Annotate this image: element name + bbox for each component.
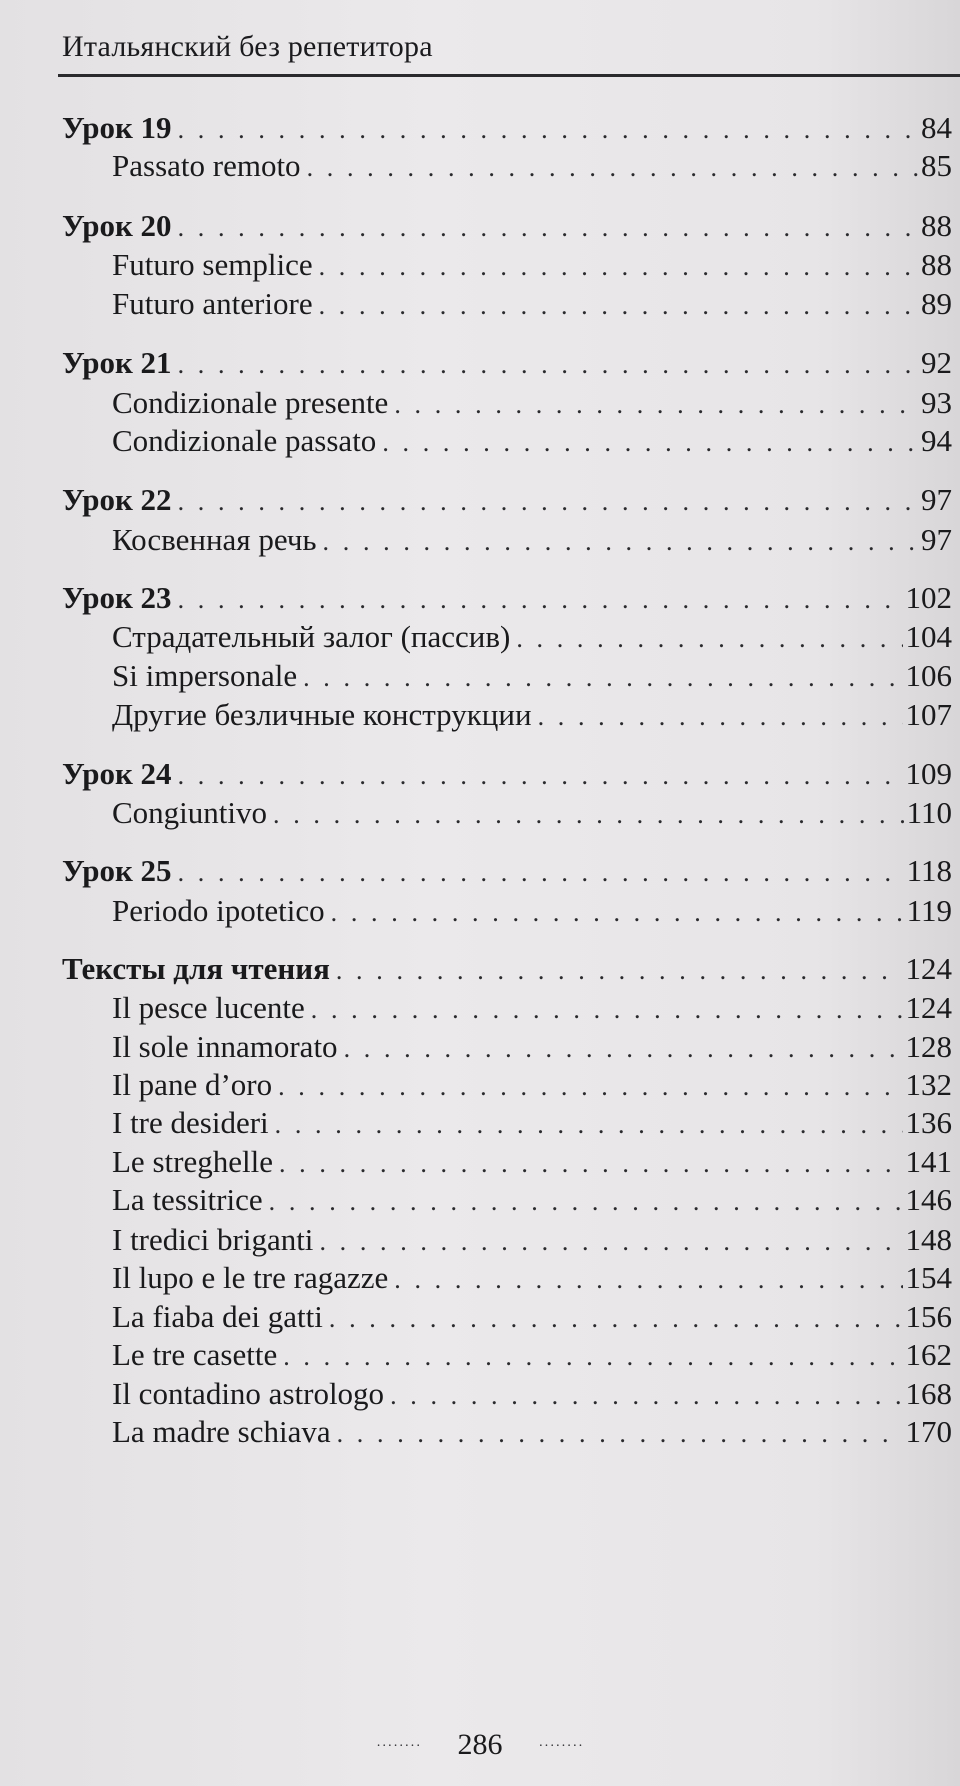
toc-section-entry [62,480,952,520]
toc-entry-title: Si impersonale [112,658,298,693]
toc-entry-page: 168 [905,1376,952,1411]
toc-subentry [112,793,952,833]
toc-dot-leader [279,1144,903,1184]
toc-entry-page: 148 [905,1222,952,1257]
toc-dot-leader [382,423,918,463]
toc-section-entry [62,343,952,383]
header-rule [58,74,960,77]
page-number: 286 [457,1728,503,1761]
toc-entry-title: Il sole innamorato [112,1029,338,1064]
toc-entry-page: 104 [905,619,952,654]
toc-dot-leader [178,482,918,522]
toc-entry-page: 88 [921,208,952,243]
toc-entry-title: Урок 25 [62,853,172,888]
toc-entry-page: 124 [905,951,952,986]
toc-subentry [112,1220,952,1260]
toc-dot-leader [323,522,918,562]
toc-entry-title: Урок 20 [62,208,172,243]
toc-entry-title: La madre schiava [112,1414,331,1449]
toc-entry-page: 94 [921,423,952,458]
toc-subentry [112,1412,952,1452]
toc-entry-title: Condizionale passato [112,423,377,458]
toc-dot-leader [283,1337,902,1377]
toc-dot-leader [178,853,904,893]
toc-entry-page: 128 [905,1029,952,1064]
toc-entry-page: 170 [905,1414,952,1449]
toc-subentry [112,1258,952,1298]
toc-dot-leader [329,1299,903,1339]
toc-dot-leader [275,1105,903,1145]
toc-dot-leader [331,893,904,933]
toc-subentry [112,284,952,324]
toc-entry-page: 110 [906,795,952,830]
toc-dot-leader [394,385,918,425]
toc-subentry [112,891,952,931]
toc-dot-leader [303,658,902,698]
toc-entry-page: 106 [905,658,952,693]
running-header: Итальянский без репетитора [62,30,433,63]
toc-entry-title: Futuro anteriore [112,286,313,321]
toc-dot-leader [307,148,918,188]
toc-dot-leader [311,990,903,1030]
toc-dot-leader [319,247,918,287]
toc-entry-title: Condizionale presente [112,385,389,420]
toc-subentry [112,988,952,1028]
toc-entry-title: Урок 23 [62,580,172,615]
toc-entry-page: 92 [921,345,952,380]
toc-entry-page: 107 [905,697,952,732]
toc-entry-page: 136 [905,1105,952,1140]
toc-entry-title: Другие безличные конструкции [112,697,532,732]
toc-dot-leader [390,1376,902,1416]
toc-dot-leader [178,756,903,796]
toc-subentry [112,383,952,423]
toc-dot-leader [178,580,903,620]
toc-dot-leader [516,619,902,659]
toc-subentry [112,1103,952,1143]
toc-dot-leader [319,286,918,326]
toc-dot-leader [344,1029,903,1069]
toc-entry-title: Страдательный залог (пассив) [112,619,511,654]
toc-entry-title: Урок 19 [62,110,172,145]
toc-entry-title: Урок 21 [62,345,172,380]
toc-section-entry [62,851,952,891]
toc-section-entry [62,108,952,148]
toc-entry-page: 89 [921,286,952,321]
toc-section-entry [62,754,952,794]
toc-dot-leader [538,697,903,737]
toc-dot-leader [269,1182,903,1222]
footer-ornament-right: ········ [538,1739,584,1755]
toc-subentry [112,695,952,735]
toc-entry-title: Periodo ipotetico [112,893,325,928]
toc-subentry [112,1180,952,1220]
toc-entry-title: Il lupo e le tre ragazze [112,1260,389,1295]
toc-entry-title: Косвенная речь [112,522,317,557]
toc-dot-leader [178,208,918,248]
toc-entry-title: Le streghelle [112,1144,273,1179]
toc-subentry [112,1027,952,1067]
toc-dot-leader [394,1260,902,1300]
footer-ornament-left: ········ [376,1739,422,1755]
toc-entry-title: Il pesce lucente [112,990,305,1025]
toc-entry-title: Урок 22 [62,482,172,517]
toc-subentry [112,1335,952,1375]
toc-subentry [112,1142,952,1182]
toc-entry-page: 102 [905,580,952,615]
toc-dot-leader [336,951,903,991]
toc-entry-title: Congiuntivo [112,795,268,830]
toc-entry-title: I tredici briganti [112,1222,314,1257]
toc-dot-leader [337,1414,903,1454]
toc-entry-title: La fiaba dei gatti [112,1299,323,1334]
toc-subentry [112,146,952,186]
toc-entry-title: La tessitrice [112,1182,263,1217]
toc-entry-page: 97 [921,482,952,517]
toc-entry-title: Passato remoto [112,148,301,183]
toc-dot-leader [178,345,918,385]
toc-subentry [112,1297,952,1337]
page-footer [0,1728,960,1762]
toc-entry-title: I tre desideri [112,1105,269,1140]
toc-entry-title: Le tre casette [112,1337,278,1372]
toc-subentry [112,1374,952,1414]
toc-section-entry [62,949,952,989]
toc-entry-page: 146 [905,1182,952,1217]
toc-entry-page: 124 [905,990,952,1025]
toc-entry-page: 97 [921,522,952,557]
toc-subentry [112,656,952,696]
toc-dot-leader [178,110,918,150]
toc-entry-title: Il contadino astrologo [112,1376,385,1411]
toc-subentry [112,520,952,560]
toc-entry-page: 162 [905,1337,952,1372]
toc-entry-page: 118 [906,853,952,888]
toc-section-entry [62,578,952,618]
toc-entry-page: 84 [921,110,952,145]
toc-subentry [112,421,952,461]
toc-entry-page: 156 [905,1299,952,1334]
toc-section-entry [62,206,952,246]
toc-dot-leader [319,1222,902,1262]
toc-subentry [112,1065,952,1105]
toc-entry-page: 132 [905,1067,952,1102]
toc-entry-page: 85 [921,148,952,183]
toc-entry-title: Il pane d’oro [112,1067,273,1102]
toc-entry-title: Урок 24 [62,756,172,791]
toc-entry-page: 119 [906,893,952,928]
toc-dot-leader [278,1067,902,1107]
toc-entry-page: 109 [905,756,952,791]
toc-entry-page: 141 [905,1144,952,1179]
toc-entry-page: 93 [921,385,952,420]
toc-dot-leader [273,795,904,835]
toc-entry-title: Тексты для чтения [62,951,330,986]
toc-subentry [112,617,952,657]
toc-subentry [112,245,952,285]
toc-entry-page: 88 [921,247,952,282]
toc-entry-title: Futuro semplice [112,247,313,282]
toc-entry-page: 154 [905,1260,952,1295]
